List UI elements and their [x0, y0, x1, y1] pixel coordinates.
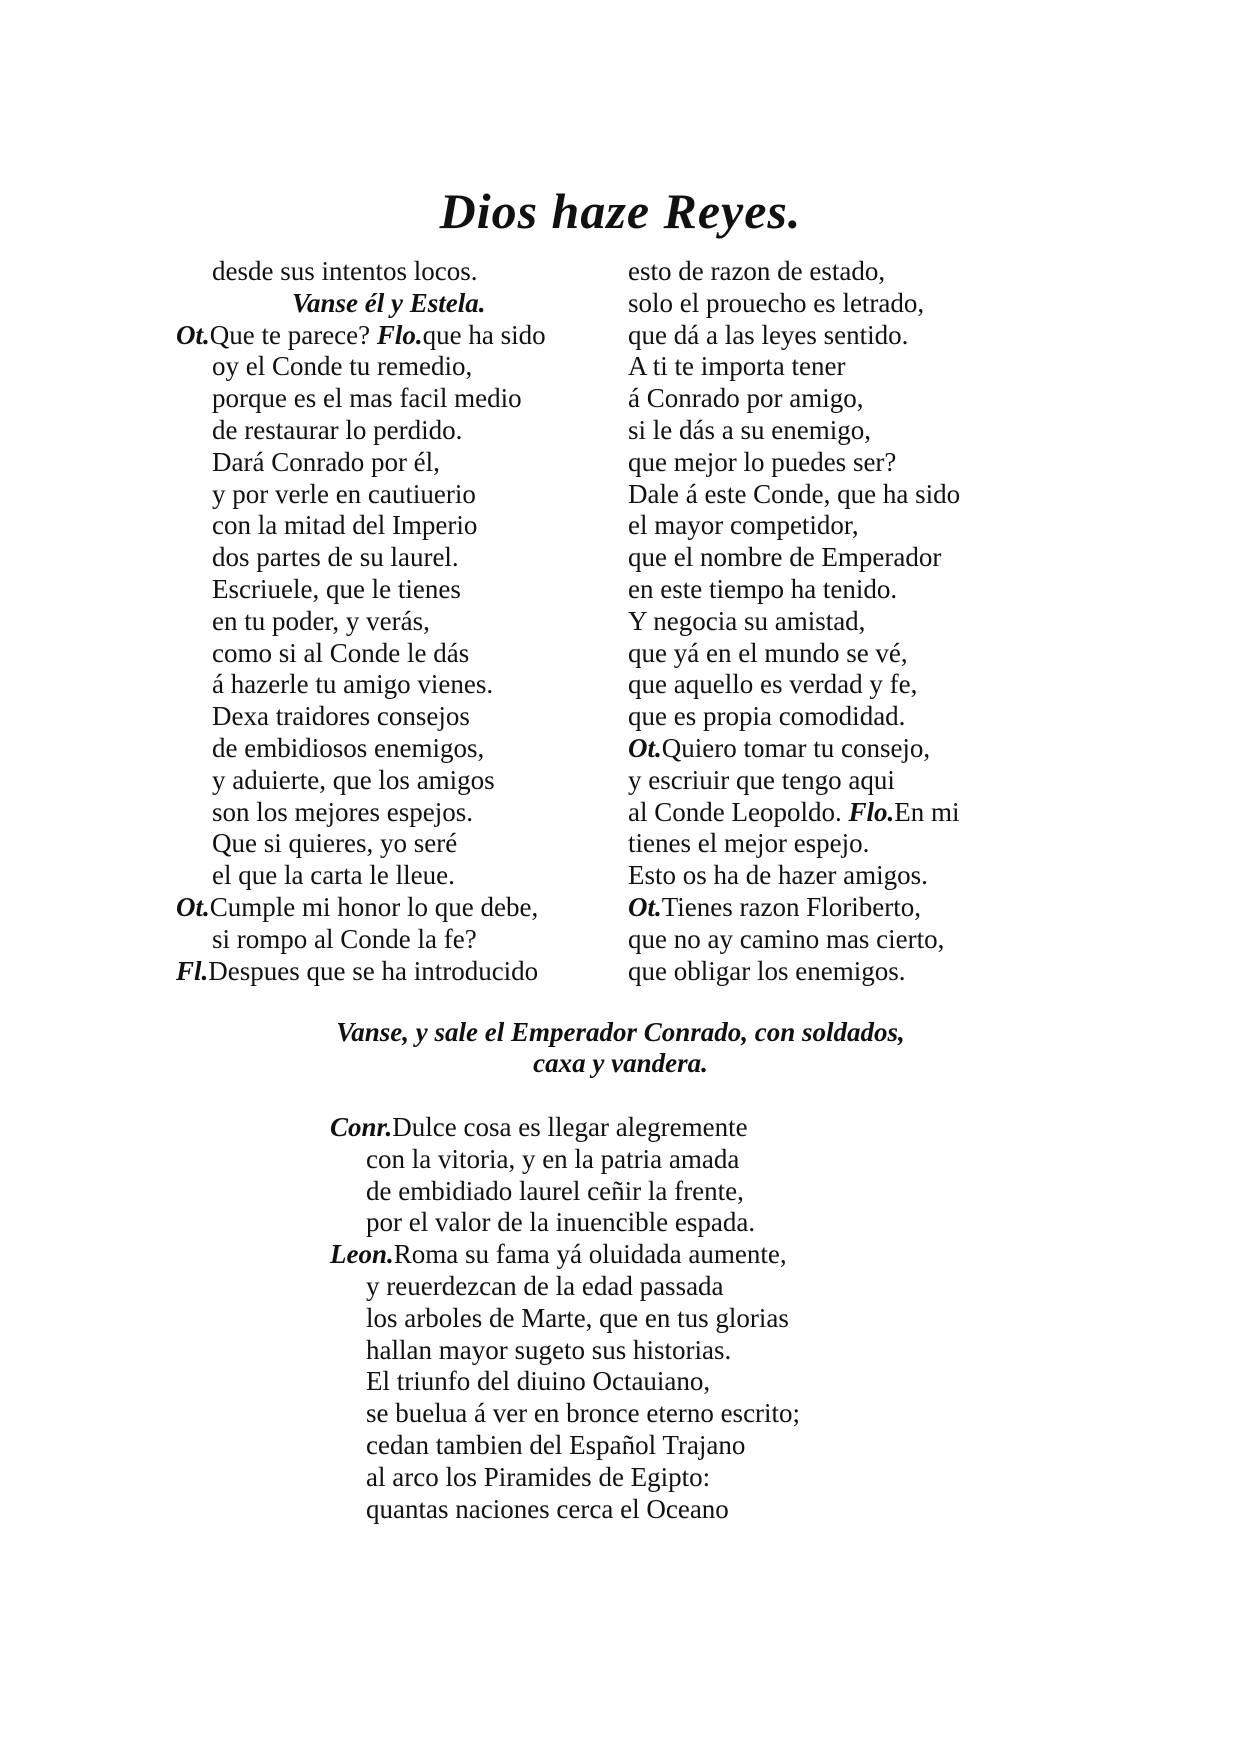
line-text: tienes el mejor espejo.: [628, 828, 870, 859]
line-text: y escriuir que tengo aqui: [628, 764, 895, 795]
line-text: con la vitoria, y en la patria amada: [366, 1143, 740, 1174]
line-text: quantas naciones cerca el Oceano: [366, 1493, 729, 1524]
line-text: Que si quieres, yo seré: [212, 828, 458, 859]
verse-line: [628, 733, 1098, 765]
verse-line: [176, 797, 621, 829]
speaker-label: Conr.: [330, 1112, 393, 1142]
line-text: el mayor competidor,: [628, 510, 859, 541]
verse-line: [330, 1303, 910, 1335]
verse-line: [628, 320, 1098, 352]
line-text: que el nombre de Emperador: [628, 542, 942, 573]
verse-line: [176, 733, 621, 765]
verse-line: [176, 860, 621, 892]
verse-line: [330, 1366, 910, 1398]
verse-line: [176, 383, 621, 415]
verse-line: [628, 765, 1098, 797]
verse-line: [628, 447, 1098, 479]
verse-line: [176, 956, 621, 988]
line-text: que obligar los enemigos.: [628, 955, 906, 986]
line-text: Dexa traidores consejos: [212, 701, 470, 732]
line-text: de embidiado laurel ceñir la frente,: [366, 1175, 744, 1206]
line-text: Roma su fama yá oluidada aumente,: [393, 1239, 787, 1270]
verse-line: [628, 860, 1098, 892]
stage-direction-line: Vanse, y sale el Emperador Conrado, con soldados,: [336, 1017, 905, 1047]
speaker-label: Ot.: [176, 891, 210, 922]
verse-line: [176, 479, 621, 511]
verse-line: [628, 638, 1098, 670]
verse-line: [628, 288, 1098, 320]
verse-line: [628, 924, 1098, 956]
verse-line: [176, 447, 621, 479]
line-text: de embidiosos enemigos,: [212, 732, 485, 763]
line-text: solo el prouecho es letrado,: [628, 287, 925, 318]
verse-line: [176, 765, 621, 797]
verse-line: [176, 351, 621, 383]
line-text: á Conrado por amigo,: [628, 383, 864, 414]
line-text: de restaurar lo perdido.: [212, 414, 463, 445]
line-text: A ti te importa tener: [628, 351, 846, 382]
line-text: esto de razon de estado,: [628, 256, 886, 286]
line-text: Esto os ha de hazer amigos.: [628, 860, 928, 891]
verse-line: [628, 542, 1098, 574]
verse-line: [176, 574, 621, 606]
verse-line: [330, 1112, 910, 1144]
verse-line: [628, 351, 1098, 383]
line-text: Escriuele, que le tienes: [212, 573, 461, 604]
line-text: el que la carta le lleue.: [212, 860, 455, 891]
line-text: que yá en el mundo se vé,: [628, 637, 908, 668]
verse-line: [628, 574, 1098, 606]
verse-line: [628, 956, 1098, 988]
running-title: Dios haze Reyes.: [439, 183, 802, 239]
line-text: son los mejores espejos.: [212, 796, 473, 827]
verse-line: [628, 892, 1098, 924]
speaker-label: Ot.: [628, 732, 662, 763]
line-text: Tienes razon Floriberto,: [661, 891, 921, 922]
line-text: que ha sido: [422, 319, 546, 350]
stage-direction: [250, 1017, 991, 1079]
line-text: si le dás a su enemigo,: [628, 414, 871, 445]
verse-line: [176, 320, 621, 352]
line-text: hallan mayor sugeto sus historias.: [366, 1334, 732, 1365]
verse-line: [628, 510, 1098, 542]
stage-text: Vanse él y Estela.: [292, 287, 486, 318]
verse-line: [628, 701, 1098, 733]
verse-line: [628, 828, 1098, 860]
verse-block: [330, 1112, 910, 1525]
verse-line: [330, 1398, 910, 1430]
stage-direction-line: caxa y vandera.: [533, 1048, 708, 1078]
verse-line: [176, 892, 621, 924]
speaker-label: Fl.: [176, 955, 209, 986]
speaker-label: Leon.: [330, 1239, 394, 1270]
line-text: Despues que se ha introducido: [208, 955, 539, 986]
verse-line: [176, 510, 621, 542]
verse-line: [176, 256, 621, 288]
line-text: y por verle en cautiuerio: [212, 478, 476, 509]
line-text: El triunfo del diuino Octauiano,: [366, 1366, 711, 1397]
line-text: porque es el mas facil medio: [212, 383, 522, 414]
speaker-label: Flo.: [848, 796, 895, 827]
verse-line: [176, 638, 621, 670]
line-text: en tu poder, y verás,: [212, 605, 430, 636]
verse-line: [176, 828, 621, 860]
verse-line: [628, 606, 1098, 638]
line-text: Dale á este Conde, que ha sido: [628, 478, 961, 509]
verse-line: [330, 1462, 910, 1494]
verse-line: [628, 415, 1098, 447]
line-text: y reuerdezcan de la edad passada: [366, 1270, 724, 1301]
line-text: si rompo al Conde la fe?: [212, 923, 477, 954]
line-text: que no ay camino mas cierto,: [628, 923, 945, 954]
line-text: y aduierte, que los amigos: [212, 764, 495, 795]
verse-line: [176, 415, 621, 447]
verse-line: [176, 924, 621, 956]
line-text: en este tiempo ha tenido.: [628, 573, 898, 604]
line-text: al arco los Piramides de Egipto:: [366, 1461, 711, 1492]
stage-direction-line: [176, 288, 621, 320]
verse-line: [176, 701, 621, 733]
speaker-label: Ot.: [628, 891, 662, 922]
line-text: Cumple mi honor lo que debe,: [209, 891, 539, 922]
line-text: con la mitad del Imperio: [212, 510, 478, 541]
verse-line: [628, 479, 1098, 511]
line-text: desde sus intentos locos.: [212, 256, 478, 286]
line-text: En mi: [894, 796, 960, 827]
line-text: como si al Conde le dás: [212, 637, 470, 668]
verse-line: [176, 669, 621, 701]
verse-line: [330, 1335, 910, 1367]
verse-line: [330, 1144, 910, 1176]
verse-line: [330, 1271, 910, 1303]
line-text: dos partes de su laurel.: [212, 542, 459, 573]
verse-line: [628, 256, 1098, 288]
line-text: que mejor lo puedes ser?: [628, 446, 897, 477]
verse-line: [628, 797, 1098, 829]
line-text: á hazerle tu amigo vienes.: [212, 669, 494, 700]
verse-line: [176, 606, 621, 638]
right-column: [628, 256, 1098, 987]
line-text: que es propia comodidad.: [628, 701, 906, 732]
line-text: se buelua á ver en bronce eterno escrito;: [366, 1398, 801, 1429]
verse-line: [330, 1207, 910, 1239]
line-text: al Conde Leopoldo.: [628, 796, 842, 827]
verse-line: [628, 669, 1098, 701]
line-text: Quiero tomar tu consejo,: [661, 732, 931, 763]
left-column: [176, 256, 621, 987]
line-text: por el valor de la inuencible espada.: [366, 1207, 756, 1238]
verse-line: [330, 1239, 910, 1271]
line-text: que aquello es verdad y fe,: [628, 669, 918, 700]
verse-line: [628, 383, 1098, 415]
speaker-label: Ot.: [176, 319, 210, 350]
verse-line: [176, 542, 621, 574]
line-text: oy el Conde tu remedio,: [212, 351, 473, 382]
verse-line: [330, 1494, 910, 1526]
speaker-label: Flo.: [376, 319, 423, 350]
line-text: los arboles de Marte, que en tus glorias: [366, 1302, 789, 1333]
line-text: Que te parece?: [209, 319, 371, 350]
line-text: Dulce cosa es llegar alegremente: [392, 1112, 748, 1142]
line-text: que dá a las leyes sentido.: [628, 319, 909, 350]
verse-line: [330, 1430, 910, 1462]
line-text: Y negocia su amistad,: [628, 605, 866, 636]
line-text: cedan tambien del Español Trajano: [366, 1429, 746, 1460]
verse-line: [330, 1176, 910, 1208]
line-text: Dará Conrado por él,: [212, 446, 440, 477]
